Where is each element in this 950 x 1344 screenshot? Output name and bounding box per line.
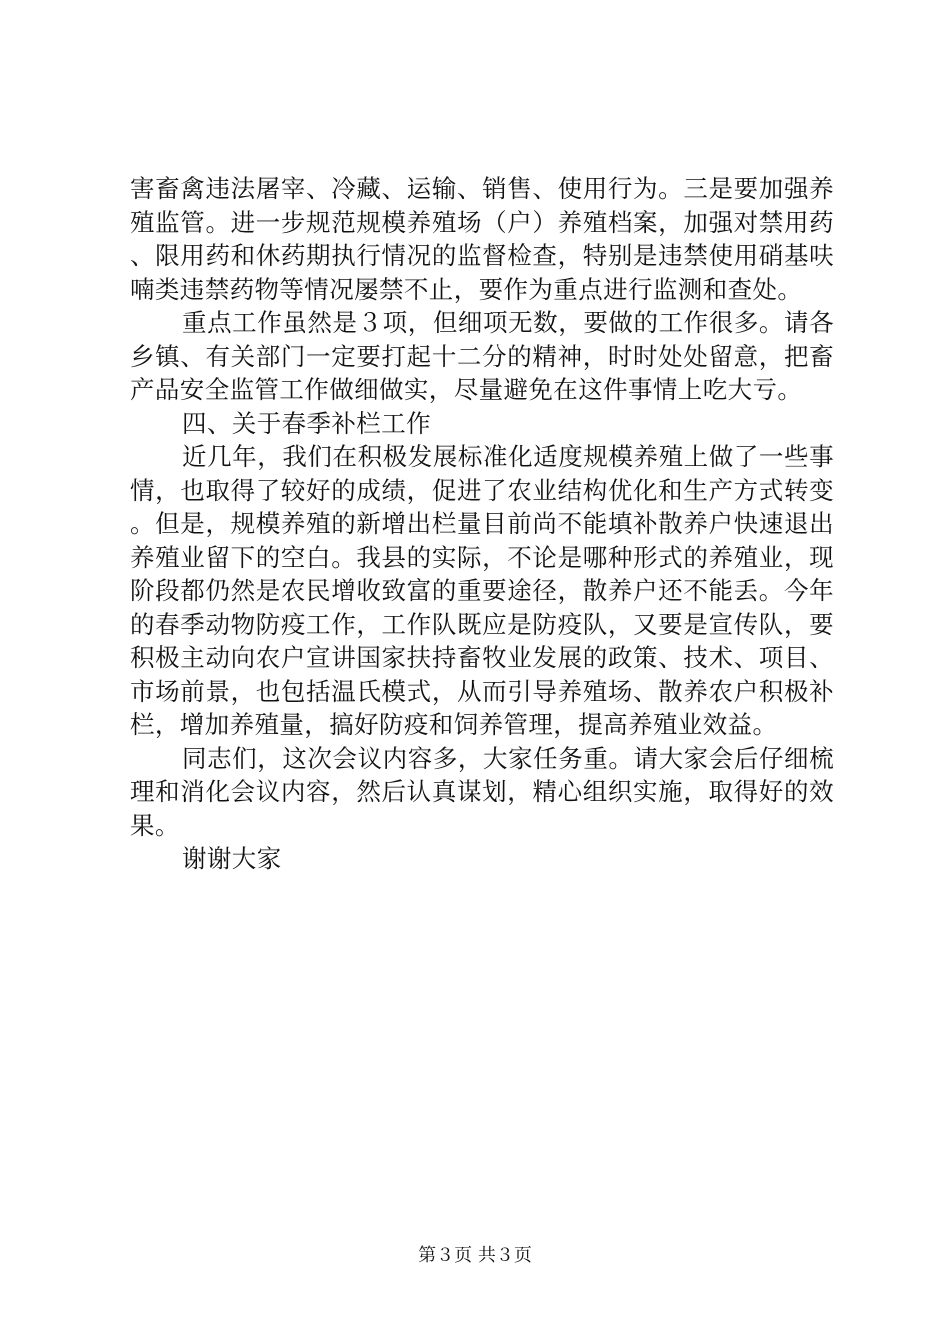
section-heading: 四、关于春季补栏工作 <box>182 408 431 438</box>
paragraph-thanks: 谢谢大家 <box>182 844 282 873</box>
paragraph-closing: 同志们，这次会议内容多，大家任务重。请大家会后仔细梳理和消化会议内容，然后认真谋划，精心组织实施，取得好的效果。 <box>130 743 834 840</box>
paragraph-continuation: 害畜禽违法屠宰、冷藏、运输、销售、使用行为。三是要加强养殖监管。进一步规范规模养殖场（户）养殖档案，加强对禁用药、限用药和休药期执行情况的监督检查，特别是违禁使用硝基呋喃类违禁药物等情况屡禁不止，要作为重点进行监测和查处。 <box>130 174 834 304</box>
page-number-footer: 第３页 共３页 <box>418 1245 532 1266</box>
paragraph-key-work: 重点工作虽然是３项，但细项无数，要做的工作很多。请各乡镇、有关部门一定要打起十二分的精神，时时处处留意，把畜产品安全监管工作做细做实，尽量避免在这件事情上吃大亏。 <box>130 308 834 404</box>
document-body <box>130 172 834 876</box>
paragraph-spring-restocking: 近几年，我们在积极发展标准化适度规模养殖上做了一些事情，也取得了较好的成绩，促进了农业结构优化和生产方式转变。但是，规模养殖的新增出栏量目前尚不能填补散养户快速退出养殖业留下的空白。我县的实际，不论是哪种形式的养殖业，现阶段都仍然是农民增收致富的重要途径，散养户还不能丢。今年的春季动物防疫工作，工作队既应是防疫队，又要是宣传队，要积极主动向农户宣讲国家扶持畜牧业发展的政策、技术、项目、市场前景，也包括温氏模式，从而引导养殖场、散养农户积极补栏，增加养殖量，搞好防疫和饲养管理，提高养殖业效益。 <box>130 442 834 739</box>
